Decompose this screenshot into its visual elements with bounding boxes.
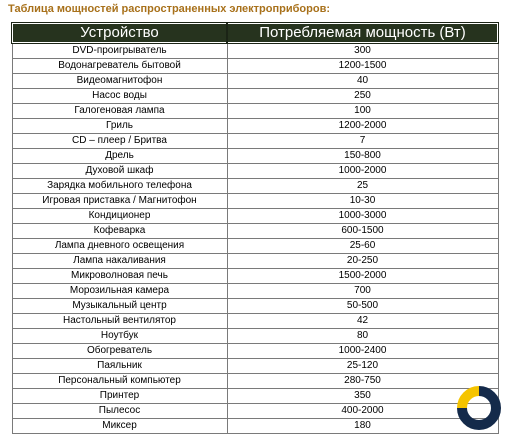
table-row — [12, 284, 498, 299]
table-body — [12, 43, 498, 434]
power-cell: 7 — [227, 134, 498, 149]
device-cell: Кондиционер — [12, 209, 227, 224]
device-cell: CD – плеер / Бритва — [12, 134, 227, 149]
table-row — [12, 374, 498, 389]
table-row — [12, 59, 498, 74]
device-cell: Ноутбук — [12, 329, 227, 344]
table-row — [12, 134, 498, 149]
power-cell: 20-250 — [227, 254, 498, 269]
device-cell: Видеомагнитофон — [12, 74, 227, 89]
power-cell: 400-2000 — [227, 404, 498, 419]
device-cell: Микроволновая печь — [12, 269, 227, 284]
table-row — [12, 119, 498, 134]
power-cell: 50-500 — [227, 299, 498, 314]
table-row — [12, 209, 498, 224]
table-row — [12, 359, 498, 374]
power-cell: 600-1500 — [227, 224, 498, 239]
table-row — [12, 164, 498, 179]
header-power: Потребляемая мощность (Вт) — [227, 23, 498, 43]
logo-yellow-arc — [462, 391, 479, 408]
device-cell: Пылесос — [12, 404, 227, 419]
device-cell: Морозильная камера — [12, 284, 227, 299]
device-cell: Насос воды — [12, 89, 227, 104]
table-row — [12, 389, 498, 404]
table-row — [12, 149, 498, 164]
power-cell: 1000-2400 — [227, 344, 498, 359]
table-row — [12, 194, 498, 209]
power-cell: 180 — [227, 419, 498, 434]
power-cell: 150-800 — [227, 149, 498, 164]
power-cell: 1200-2000 — [227, 119, 498, 134]
power-cell: 42 — [227, 314, 498, 329]
device-cell: Миксер — [12, 419, 227, 434]
device-cell: Игровая приставка / Магнитофон — [12, 194, 227, 209]
power-cell: 350 — [227, 389, 498, 404]
device-cell: Дрель — [12, 149, 227, 164]
device-cell: Настольный вентилятор — [12, 314, 227, 329]
table-row — [12, 179, 498, 194]
power-cell: 25-60 — [227, 239, 498, 254]
power-cell: 10-30 — [227, 194, 498, 209]
table-row — [12, 344, 498, 359]
ring-logo-icon[interactable] — [455, 384, 503, 436]
table-row — [12, 43, 498, 59]
table-row — [12, 404, 498, 419]
device-cell: Водонагреватель бытовой — [12, 59, 227, 74]
power-cell: 1500-2000 — [227, 269, 498, 284]
header-row — [12, 23, 498, 43]
power-cell: 100 — [227, 104, 498, 119]
power-cell: 280-750 — [227, 374, 498, 389]
power-cell: 80 — [227, 329, 498, 344]
table-row — [12, 224, 498, 239]
power-cell: 25-120 — [227, 359, 498, 374]
device-cell: Паяльник — [12, 359, 227, 374]
power-table — [11, 22, 499, 434]
header-device: Устройство — [12, 23, 227, 43]
table-row — [12, 239, 498, 254]
device-cell: Музыкальный центр — [12, 299, 227, 314]
table-row — [12, 254, 498, 269]
power-cell: 700 — [227, 284, 498, 299]
table-row — [12, 419, 498, 434]
device-cell: DVD-проигрыватель — [12, 43, 227, 59]
power-cell: 25 — [227, 179, 498, 194]
table-row — [12, 329, 498, 344]
table-row — [12, 104, 498, 119]
device-cell: Обогреватель — [12, 344, 227, 359]
table-row — [12, 299, 498, 314]
device-cell: Кофеварка — [12, 224, 227, 239]
device-cell: Лампа накаливания — [12, 254, 227, 269]
device-cell: Духовой шкаф — [12, 164, 227, 179]
device-cell: Гриль — [12, 119, 227, 134]
table-row — [12, 269, 498, 284]
device-cell: Персональный компьютер — [12, 374, 227, 389]
device-cell: Галогеновая лампа — [12, 104, 227, 119]
table-row — [12, 314, 498, 329]
device-cell: Принтер — [12, 389, 227, 404]
power-cell: 1200-1500 — [227, 59, 498, 74]
power-cell: 1000-2000 — [227, 164, 498, 179]
power-cell: 40 — [227, 74, 498, 89]
table-row — [12, 89, 498, 104]
table-row — [12, 74, 498, 89]
device-cell: Лампа дневного освещения — [12, 239, 227, 254]
table-header — [12, 23, 498, 43]
power-cell: 1000-3000 — [227, 209, 498, 224]
table-caption: Таблица мощностей распространенных электроприборов: — [8, 3, 331, 15]
power-cell: 250 — [227, 89, 498, 104]
device-cell: Зарядка мобильного телефона — [12, 179, 227, 194]
power-cell: 300 — [227, 43, 498, 59]
